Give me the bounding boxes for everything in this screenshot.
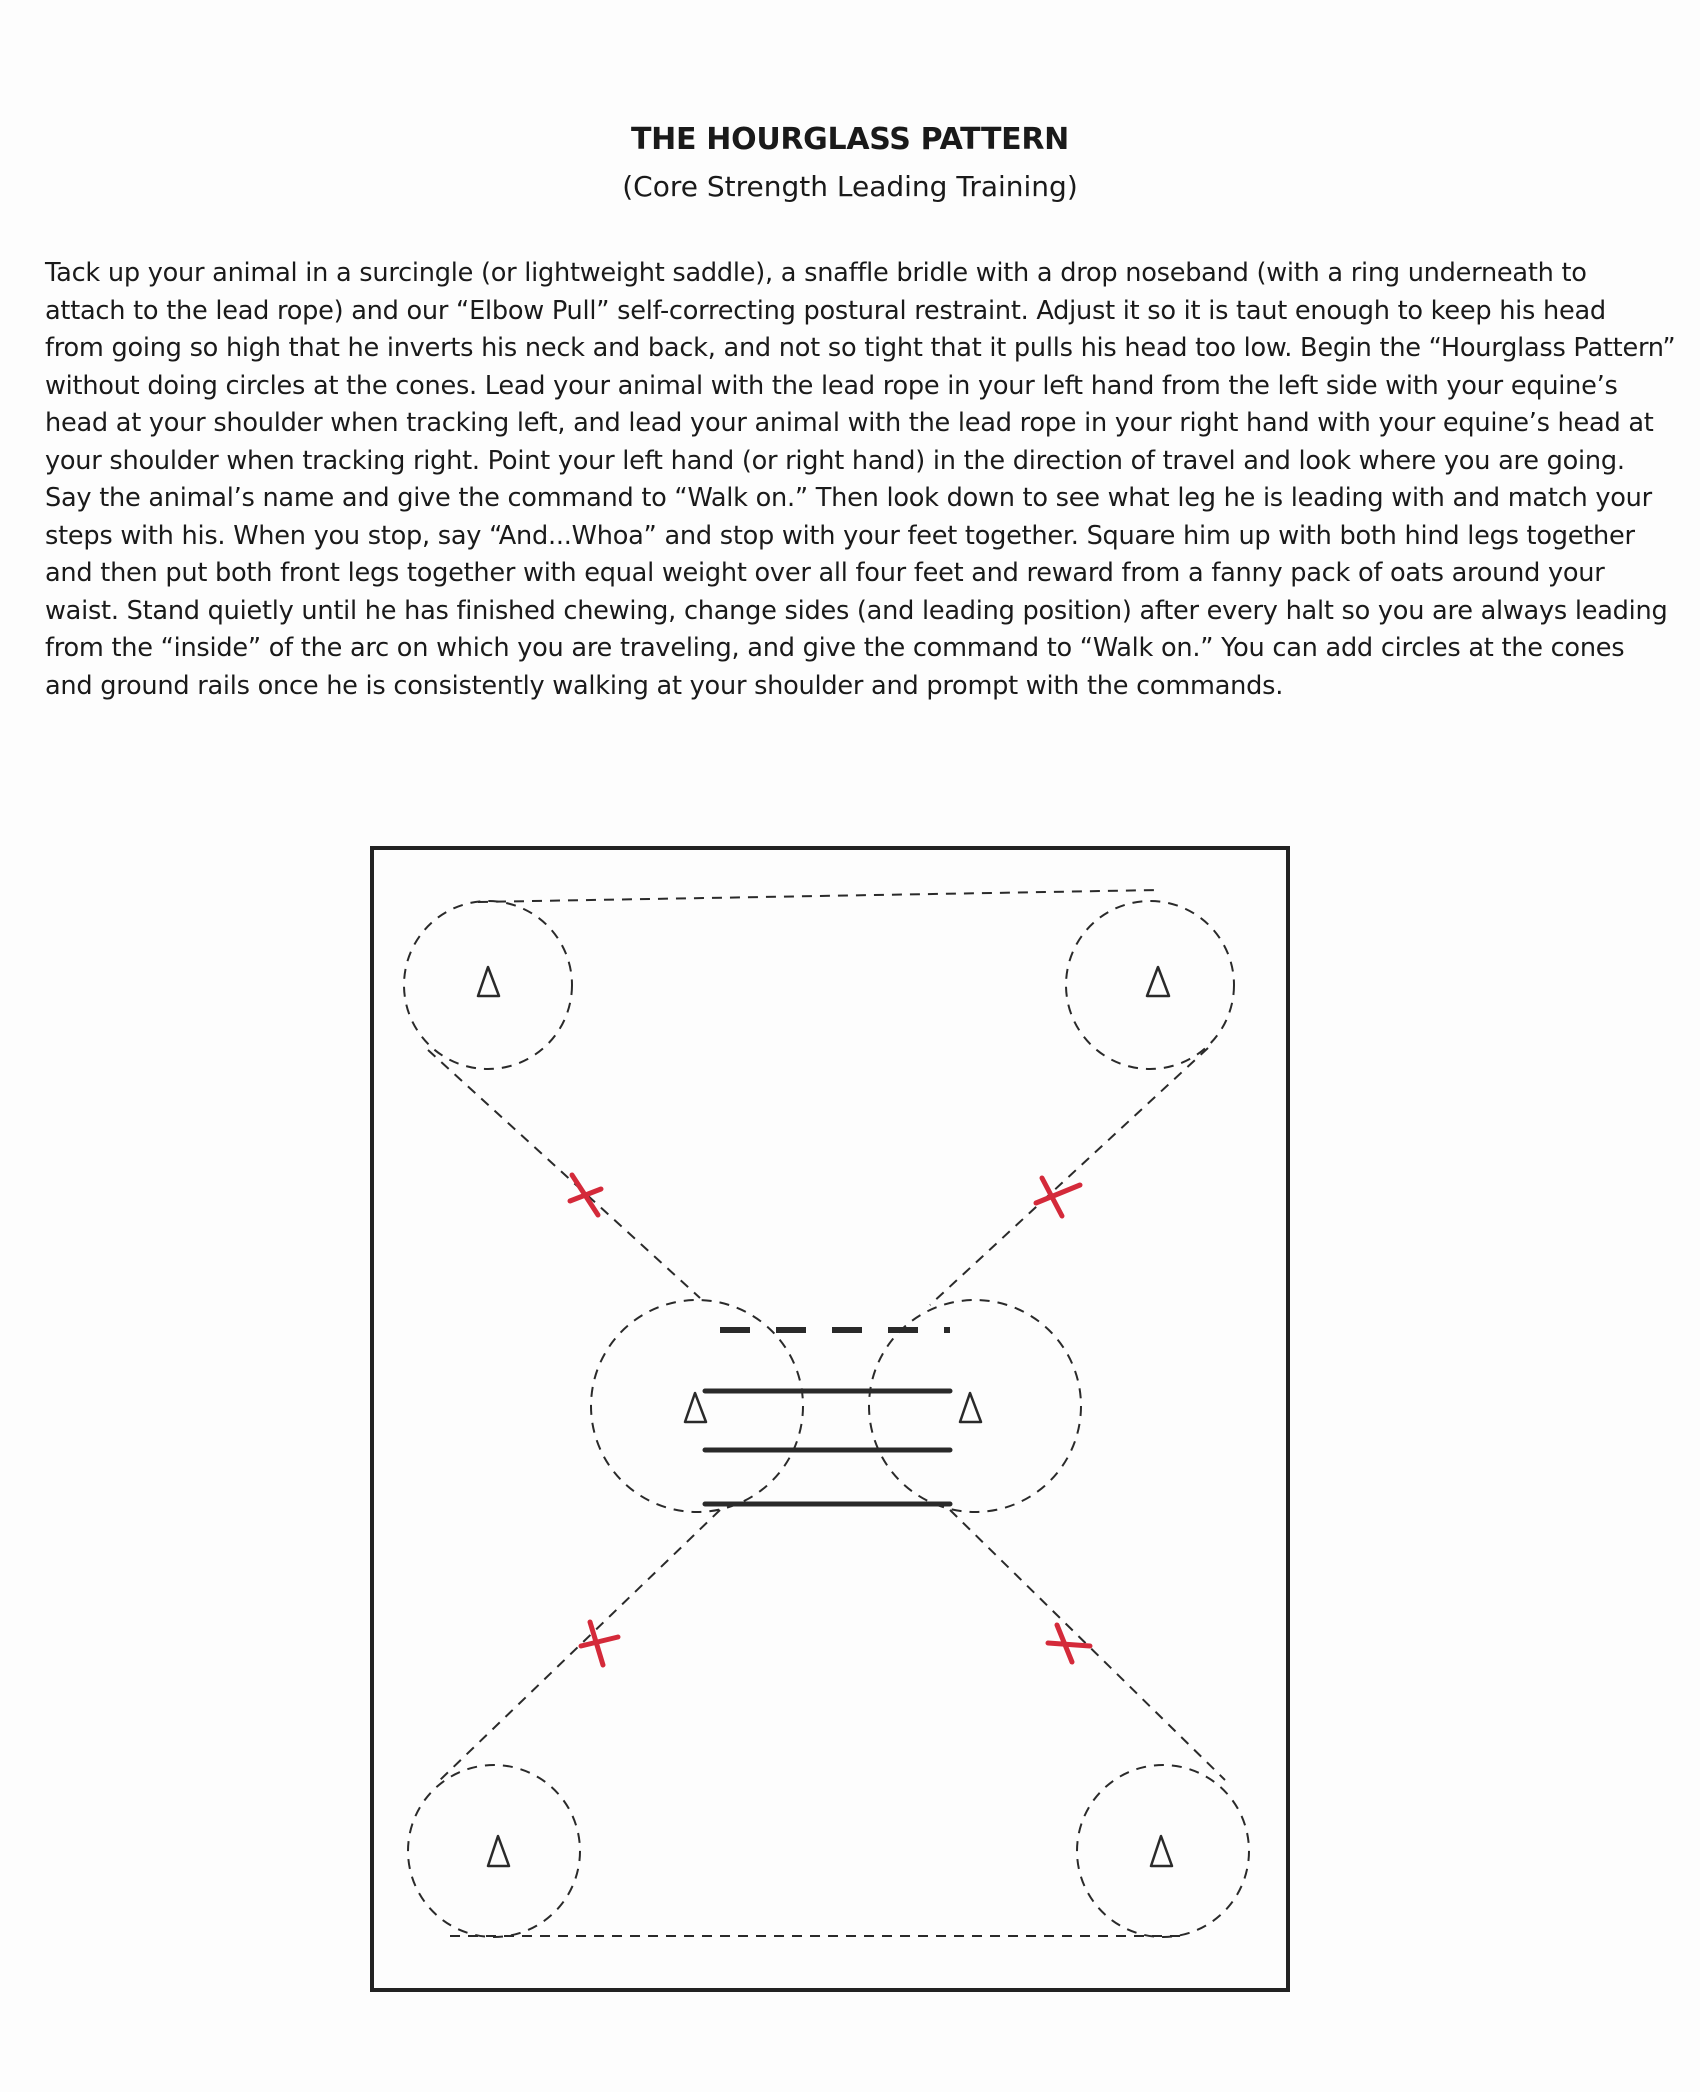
arena-border	[372, 848, 1288, 1990]
cone-triangle-icon	[478, 967, 499, 996]
halt-marker-x-icon	[581, 1622, 618, 1665]
top-left-cone-circle	[404, 901, 572, 1069]
paragraph-line: and then put both front legs together with equal weight over all four feet and reward from a fanny pack of oats around your	[45, 558, 1605, 588]
path-diagonal-top-left	[428, 1050, 700, 1298]
cone-triangle-icon	[1151, 1836, 1172, 1866]
cone-triangle-icon	[1147, 967, 1169, 996]
path-diagonal-top-right	[930, 1048, 1208, 1305]
paragraph-line: and ground rails once he is consistently walking at your shoulder and prompt with the commands.	[45, 670, 1284, 701]
paragraph-line: steps with his. When you stop, say “And...Whoa” and stop with your feet together. Square him up with both hind legs together	[45, 520, 1635, 551]
path-top-line	[478, 890, 1160, 902]
halt-marker-x-icon	[1048, 1625, 1090, 1662]
paragraph-line: Tack up your animal in a surcingle (or lightweight saddle), a snaffle bridle with a drop noseband (with a ring underneath to	[45, 258, 1587, 288]
paragraph-line: waist. Stand quietly until he has finished chewing, change sides (and leading position) after every halt so you are always leading	[45, 595, 1668, 626]
cone-triangle-icon	[488, 1836, 509, 1866]
paragraph-line: head at your shoulder when tracking left, and lead your animal with the lead rope in your right hand with your equine’s head at	[45, 408, 1654, 438]
page-subtitle: (Core Strength Leading Training)	[622, 170, 1078, 203]
paragraph-line: Say the animal’s name and give the command to “Walk on.” Then look down to see what leg he is leading with and match your	[45, 483, 1652, 513]
paragraph-line: from the “inside” of the arc on which you are traveling, and give the command to “Walk on.” You can add circles at the cones	[45, 633, 1625, 663]
bottom-right-cone-circle	[1077, 1765, 1249, 1937]
halt-marker-x-icon	[570, 1175, 601, 1215]
page-title: THE HOURGLASS PATTERN	[631, 122, 1069, 157]
paragraph-line: attach to the lead rope) and our “Elbow Pull” self-correcting postural restraint. Adjust it so it is taut enough to keep his head	[45, 295, 1606, 326]
paragraph-line: from going so high that he inverts his neck and back, and not so tight that it pulls his head too low. Begin the “Hourglass Pattern”	[45, 333, 1676, 363]
halt-marker-x-icon	[1036, 1178, 1080, 1216]
center-left-cone-circle	[591, 1300, 803, 1512]
cone-triangle-icon	[960, 1393, 981, 1422]
paragraph-line: your shoulder when tracking right. Point your left hand (or right hand) in the direction of travel and look where you are going.	[45, 445, 1625, 476]
paragraph-line: without doing circles at the cones. Lead your animal with the lead rope in your left hand from the left side with your equine’s	[45, 370, 1618, 401]
cone-triangle-icon	[685, 1393, 706, 1422]
